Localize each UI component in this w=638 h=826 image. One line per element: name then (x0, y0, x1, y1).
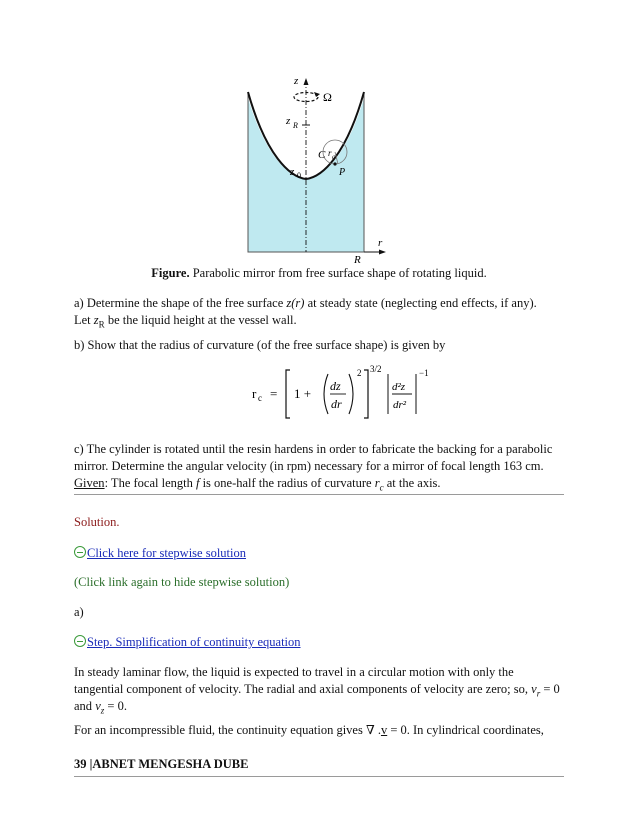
v-z: v (95, 699, 101, 713)
para1-line2: tangential component of velocity. The radial and axial components of velocity are zero; so, (74, 682, 532, 696)
left-paren (324, 374, 328, 414)
v-z-eq: = 0. (104, 699, 127, 713)
page-footer: 39 |ABNET MENGESHA DUBE (74, 757, 249, 771)
v-r-eq: = 0 (540, 682, 560, 696)
curvature-formula (248, 360, 468, 432)
rc-sub-label: c (332, 153, 336, 161)
zr-label: z (286, 115, 291, 127)
collapse-minus-icon[interactable] (74, 546, 86, 558)
z-axis-arrow (304, 78, 309, 85)
rotation-arrowhead (314, 92, 320, 97)
part-a-text (74, 295, 574, 329)
stepwise-link-row[interactable] (74, 545, 574, 562)
omega-label: Ω (323, 90, 332, 104)
continuity-paragraph (74, 722, 574, 739)
solution-heading: Solution. (74, 515, 120, 529)
given-f: f (195, 476, 200, 490)
formula-exp2: 2 (357, 368, 362, 378)
right-paren (349, 374, 353, 414)
step-link-row[interactable] (74, 634, 574, 651)
r-axis-arrow (379, 250, 386, 255)
section-divider (74, 494, 564, 495)
formula-one: 1 + (294, 386, 312, 401)
para1-and: and (74, 699, 96, 713)
part-a-line2-end: be the liquid height at the vessel wall. (104, 313, 297, 327)
hide-stepwise-note: (Click link again to hide stepwise solution) (74, 575, 290, 589)
p-label: P (339, 167, 346, 178)
v-r-sub: r (536, 688, 541, 699)
formula-d2z: d²z (392, 381, 406, 393)
part-a-label: a) (74, 605, 84, 619)
given-text-1: : The focal length (104, 476, 196, 490)
nabla-symbol: ∇ (365, 723, 375, 737)
left-bracket (286, 370, 290, 418)
figure-caption (0, 265, 638, 282)
part-a-line1: a) Determine the shape of the free surface (74, 296, 287, 310)
part-b-text: b) Show that the radius of curvature (of the free surface shape) is given by (74, 338, 446, 352)
part-a-zr: z (93, 313, 99, 327)
part-a-line2: Let (74, 313, 94, 327)
stepwise-solution-link[interactable]: Click here for stepwise solution (87, 546, 246, 560)
part-c-line1: c) The cylinder is rotated until the resin hardens in order to fabricate the backing for a parabolic (74, 442, 553, 456)
part-a-zr-sub: R (98, 319, 105, 330)
part-c-line2: mirror. Determine the angular velocity (in rpm) necessary for a mirror of focal length 163 cm. (74, 459, 544, 473)
step-continuity-link[interactable]: Step. Simplification of continuity equation (87, 635, 301, 649)
given-text-2: is one-half the radius of curvature (199, 476, 375, 490)
rc-label: r (328, 148, 332, 158)
footer-divider (74, 776, 564, 777)
parabolic-mirror-figure (238, 78, 396, 264)
formula-dr2: dr² (393, 399, 407, 411)
v-r: v (531, 682, 537, 696)
given-label: Given (74, 476, 105, 490)
step-collapse-minus-icon[interactable] (74, 635, 86, 647)
formula-dz: dz (330, 379, 341, 393)
c-label: C (318, 149, 326, 161)
part-c-text (74, 441, 574, 492)
formula-dr: dr (331, 397, 342, 411)
laminar-flow-paragraph (74, 664, 574, 715)
formula-eq: = (270, 386, 278, 401)
point-p (333, 162, 336, 165)
zr-sub-label: R (293, 121, 298, 130)
para2-text-1: For an incompressible fluid, the continuity equation gives (74, 723, 366, 737)
given-r: r (374, 476, 380, 490)
formula-lhs-sub: c (258, 393, 262, 403)
dot-symbol: . (374, 723, 381, 737)
caption-label: Figure. (151, 266, 190, 280)
formula-expm1: −1 (419, 368, 429, 378)
formula-lhs: r (252, 386, 257, 401)
formula-exp32: 3/2 (370, 364, 382, 374)
part-a-var: z(r) (286, 296, 305, 310)
z0-label: z (290, 166, 295, 178)
part-a-line1-end: at steady state (neglecting end effects, if any). (304, 296, 537, 310)
z0-sub-label: 0 (297, 171, 301, 180)
given-r-sub: c (379, 482, 384, 493)
big-r-label: R (354, 254, 361, 264)
r-axis-label: r (378, 237, 383, 249)
v-z-sub: z (100, 705, 105, 716)
given-text-3: at the axis. (383, 476, 441, 490)
para1-line1: In steady laminar flow, the liquid is expected to travel in a circular motion with only the (74, 665, 514, 679)
para2-text-2: = 0. In cylindrical coordinates, (387, 723, 544, 737)
v-vector: v (380, 723, 388, 737)
caption-text: Parabolic mirror from free surface shape of rotating liquid. (189, 266, 487, 280)
z-axis-label: z (294, 78, 299, 87)
right-bracket (364, 370, 368, 418)
